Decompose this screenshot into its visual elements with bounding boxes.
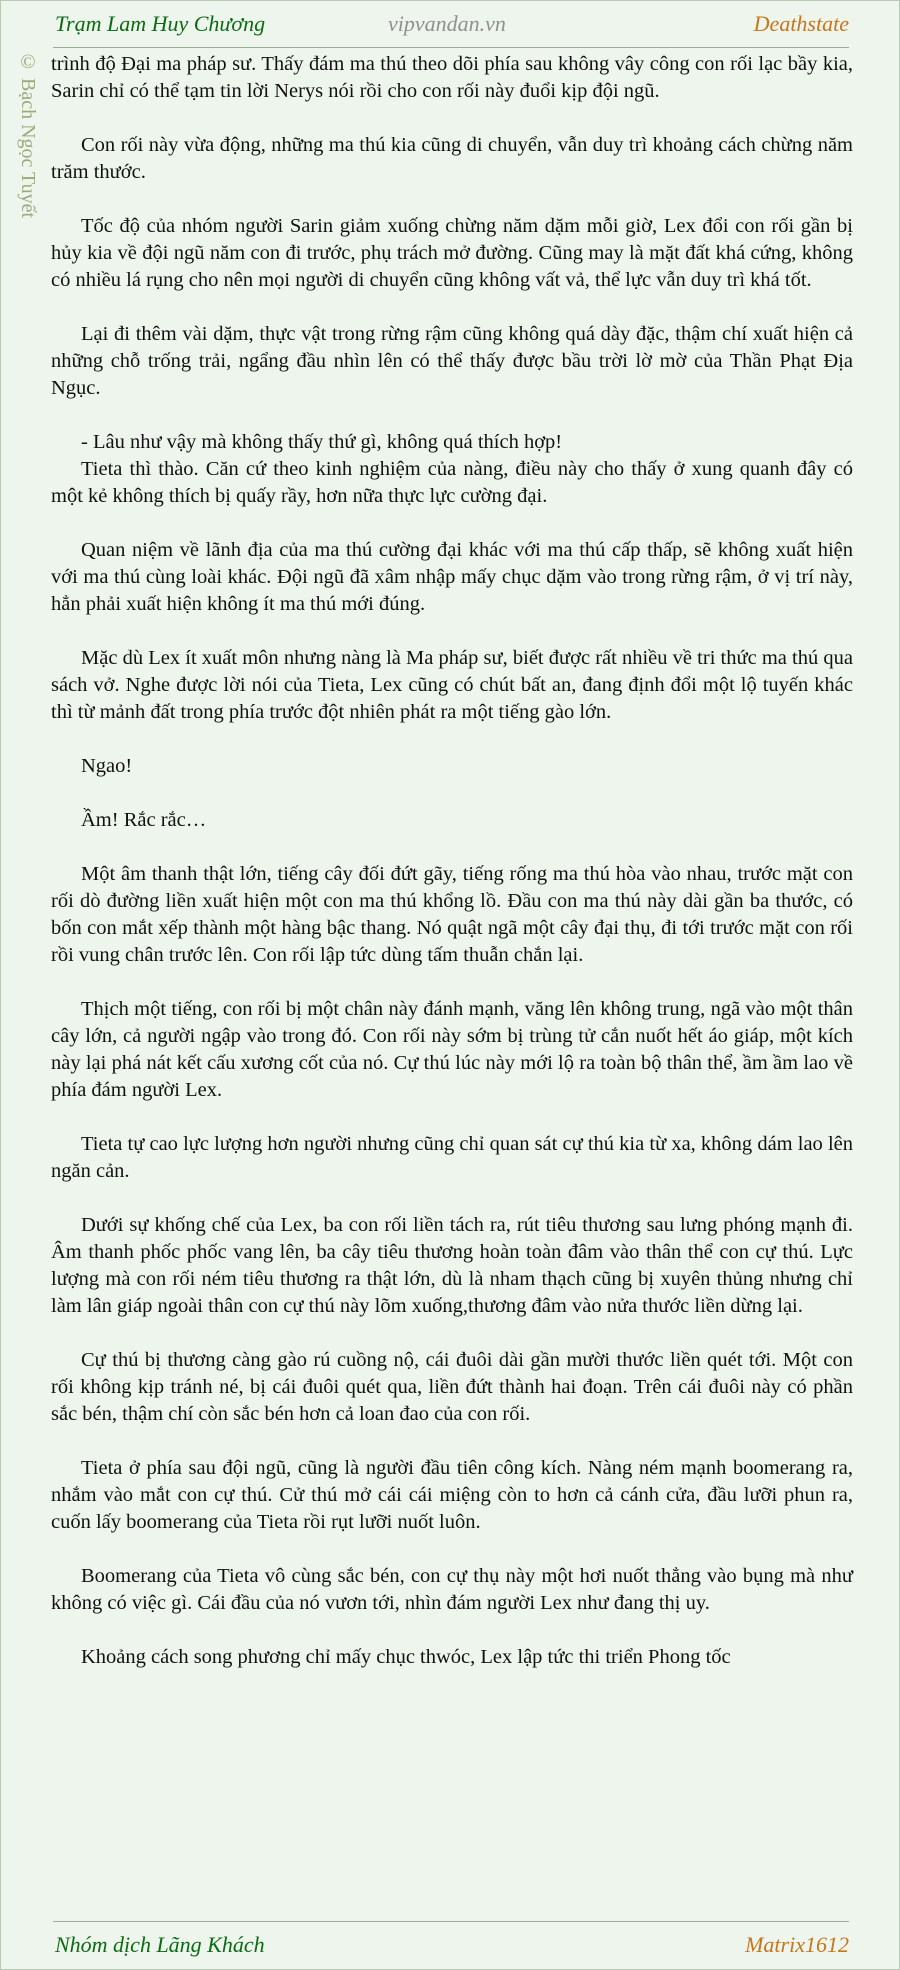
copyright-watermark: © Bạch Ngọc Tuyết — [17, 51, 39, 218]
paragraph: Cự thú bị thương càng gào rú cuồng nộ, cái đuôi dài gần mười thước liền quét tới. Một con rối không kịp tránh né, bị cái đuôi quét qua, liền đứt thành hai đoạn. Trên cái đuôi này có phần sắc bén, thậm chí còn sắc bén hơn cả loan đao của con rối. — [51, 1349, 853, 1425]
page-header — [53, 1, 849, 48]
paragraph: Dưới sự khống chế của Lex, ba con rối liền tách ra, rút tiêu thương sau lưng phóng mạnh đi. Âm thanh phốc phốc vang lên, ba cây tiêu thương hoàn toàn đâm vào thân thể con cự thú. Lực lượng mà con rối ném tiêu thương ra thật lớn, dù là nham thạch cũng bị xuyên thủng nhưng chỉ làm lân giáp ngoài thân con cự thú này lõm xuống,thương đâm vào nửa thước liền dừng lại. — [51, 1214, 853, 1317]
chapter-text — [51, 51, 853, 1698]
footer-translator-group: Nhóm dịch Lãng Khách — [55, 1932, 265, 1957]
paragraph: Tieta ở phía sau đội ngũ, cũng là người đầu tiên công kích. Nàng ném mạnh boomerang ra, nhắm vào mắt con cự thú. Cử thú mở cái cái miệng còn to hơn cả cánh cửa, đầu lưỡi phun ra, cuốn lấy boomerang của Tieta rồi rụt lưỡi nuốt luôn. — [51, 1457, 853, 1533]
paragraph: Con rối này vừa động, những ma thú kia cũng di chuyển, vẫn duy trì khoảng cách chừng năm trăm thước. — [51, 134, 853, 183]
paragraph: Lại đi thêm vài dặm, thực vật trong rừng rậm cũng không quá dày đặc, thậm chí xuất hiện cả những chỗ trống trải, ngẩng đầu nhìn lên có thể thấy được bầu trời lờ mờ của Thần Phạt Địa Ngục. — [51, 323, 853, 399]
footer-uploader: Matrix1612 — [745, 1932, 849, 1957]
header-domain: vipvandan.vn — [388, 11, 506, 36]
paragraph: trình độ Đại ma pháp sư. Thấy đám ma thú theo dõi phía sau không vây công con rối lạc bầy kia, Sarin chỉ có thể tạm tin lời Nerys nói rồi cho con rối này đuổi kịp đội ngũ. — [51, 53, 853, 102]
paragraph: Tieta thì thào. Căn cứ theo kinh nghiệm của nàng, điều này cho thấy ở xung quanh đây có một kẻ không thích bị quấy rầy, hơn nữa thực lực cường đại. — [51, 458, 853, 507]
paragraph: Ngao! — [81, 755, 133, 777]
paragraph: Khoảng cách song phương chỉ mấy chục thwóc, Lex lập tức thi triển Phong tốc — [81, 1646, 731, 1668]
page-footer — [53, 1921, 849, 1969]
header-site-title: Trạm Lam Huy Chương — [55, 11, 266, 36]
paragraph: Boomerang của Tieta vô cùng sắc bén, con cự thụ này một hơi nuốt thẳng vào bụng mà như không có việc gì. Cái đầu của nó vươn tới, nhìn đám người Lex như đang thị uy. — [51, 1565, 853, 1614]
header-story-title: Deathstate — [753, 11, 849, 36]
paragraph: Tieta tự cao lực lượng hơn người nhưng cũng chỉ quan sát cự thú kia từ xa, không dám lao lên ngăn cản. — [51, 1133, 853, 1182]
paragraph: Tốc độ của nhóm người Sarin giảm xuống chừng năm dặm mỗi giờ, Lex đổi con rối gần bị hủy kia về đội ngũ năm con đi trước, phụ trách mở đường. Cũng may là mặt đất khá cứng, không có nhiều lá rụng cho nên mọi người di chuyển cũng không vất vả, thể lực vẫn duy trì khá tốt. — [51, 215, 853, 291]
paragraph: Ầm! Rắc rắc… — [81, 809, 207, 831]
paragraph: Mặc dù Lex ít xuất môn nhưng nàng là Ma pháp sư, biết được rất nhiều về tri thức ma thú qua sách vở. Nghe được lời nói của Tieta, Lex cũng có chút bất an, đang định đổi một lộ tuyến khác thì từ mảnh đất trong phía trước đột nhiên phát ra một tiếng gào lớn. — [51, 647, 853, 723]
paragraph: Thịch một tiếng, con rối bị một chân này đánh mạnh, văng lên không trung, ngã vào một thân cây lớn, cả người ngập vào trong đó. Con rối này sớm bị trùng tử cắn nuốt hết áo giáp, một kích này lại phá nát kết cấu xương cốt của nó. Cự thú lúc này mới lộ ra toàn bộ thân thể, ầm ầm lao về phía đám người Lex. — [51, 998, 853, 1101]
paragraph: Quan niệm về lãnh địa của ma thú cường đại khác với ma thú cấp thấp, sẽ không xuất hiện với ma thú cùng loài khác. Đội ngũ đã xâm nhập mấy chục dặm vào trong rừng rậm, ở vị trí này, hẳn phải xuất hiện không ít ma thú mới đúng. — [51, 539, 853, 615]
dialogue-line: - Lâu như vậy mà không thấy thứ gì, không quá thích hợp! — [81, 431, 563, 453]
paragraph: Một âm thanh thật lớn, tiếng cây đối đứt gãy, tiếng rống ma thú hòa vào nhau, trước mặt con rối dò đường liền xuất hiện một con ma thú khổng lồ. Đầu con ma thú này dài gần ba thước, có bốn con mắt xếp thành một hàng bậc thang. Nó quật ngã một cây đại thụ, đi tới trước mặt con rối rồi vung chân trước lên. Con rối lập tức dùng tấm thuẫn chắn lại. — [51, 863, 853, 966]
